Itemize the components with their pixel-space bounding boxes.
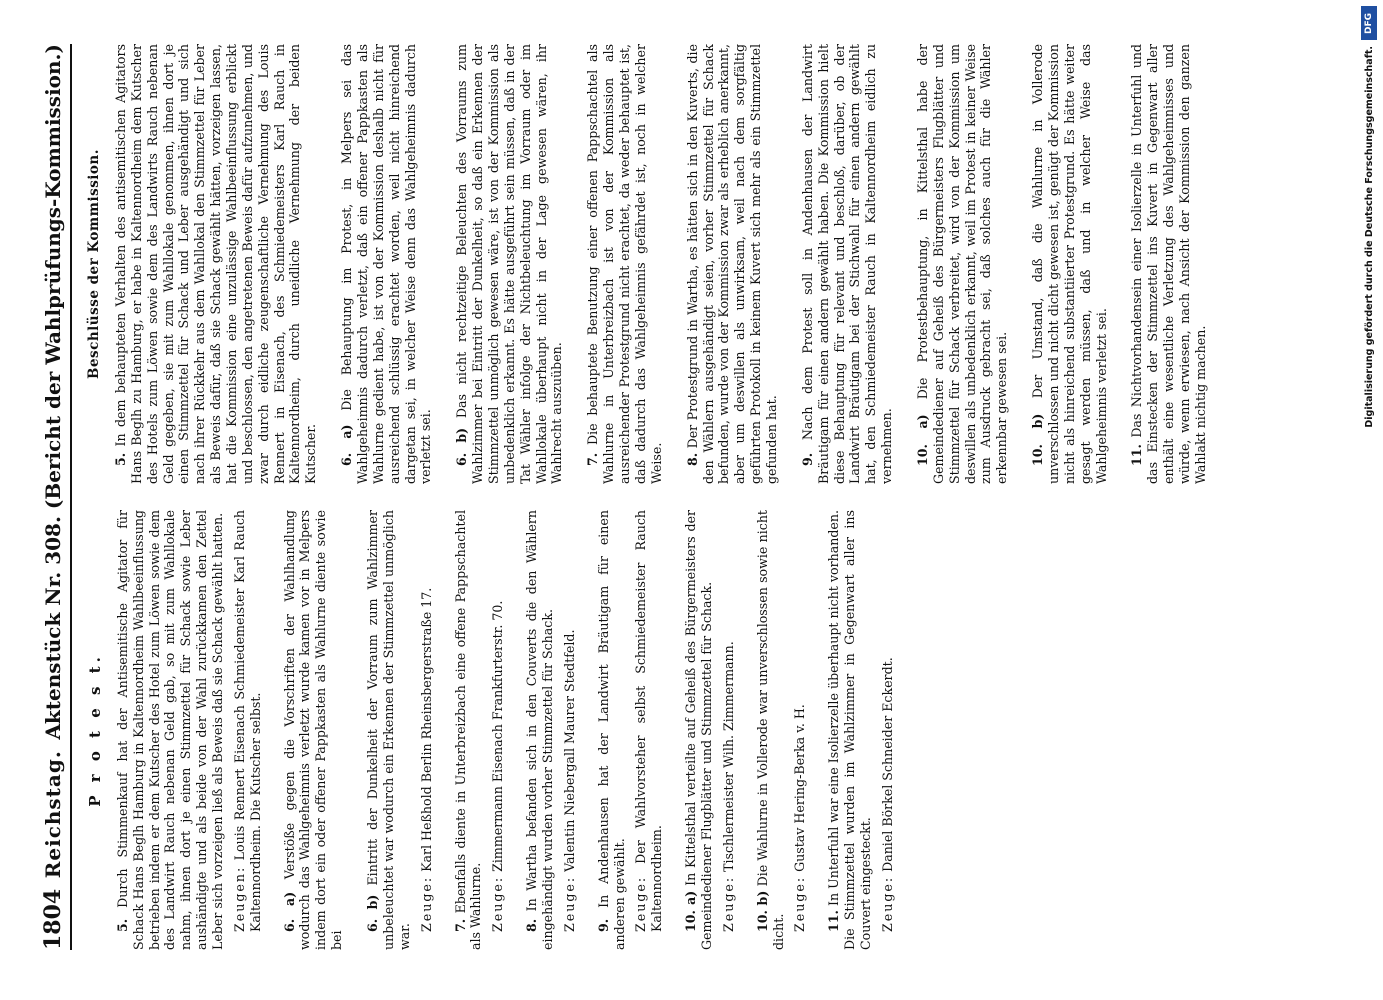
witness-label: Zeuge: xyxy=(792,875,808,932)
protest-item xyxy=(365,510,413,950)
decision-item xyxy=(915,44,1010,484)
witness-text: Der Wahlvorsteher selbst Schmiedemeister Rauch Kaltennordheim. xyxy=(633,510,665,932)
decision-item xyxy=(800,44,895,484)
paragraph-spacer xyxy=(351,510,365,950)
protest-item-number: 10. b) xyxy=(754,890,770,932)
protest-item-number: 5. xyxy=(114,918,130,932)
witness-label: Zeuge: xyxy=(418,875,434,932)
decision-item xyxy=(339,44,434,484)
two-column-body xyxy=(80,44,1240,950)
dfg-logo: DFG xyxy=(1361,6,1377,40)
paragraph-spacer xyxy=(669,510,683,950)
witness-label: Zeuge: xyxy=(879,875,895,932)
decision-item-text: Das Nichtvorhandensein einer Isolierzelle in Unterfuhl und das Einstecken der Stimmzettel ins Kuvert in Gegenwart aller enthält eine wesentliche Verletzung des Wahlgeheimnisses und würde, wenn erwiesen, nach Ansicht der Kommission den ganzen Wahlakt nichtig machen. xyxy=(1129,44,1208,484)
protest-item-text: Eintritt der Dunkelheit der Vorraum zum Wahlzimmer unbeleuchtet war wodurch ein Erkennen der Stimmzettel unmöglich war. xyxy=(365,510,412,950)
decision-item xyxy=(585,44,664,484)
paragraph-spacer xyxy=(741,510,755,950)
protest-item xyxy=(115,510,226,950)
protest-item-number: 8. xyxy=(524,918,540,932)
protest-item-text: In Unterfuhl war eine Isolierzelle überhaupt nicht vorhanden. Die Stimmzettel wurden im Wahlzimmer in Gegenwart aller ins Couvert eingesteckt. xyxy=(826,510,873,950)
decisions-heading: Beschlüsse der Kommission. xyxy=(86,149,102,379)
decision-item-number: 8. xyxy=(684,452,700,466)
paragraph-spacer xyxy=(325,44,339,484)
protest-item-text: Die Wahlurne in Vollerode war unverschlossen sowie nicht dicht. xyxy=(754,510,786,950)
decision-item xyxy=(1129,44,1208,484)
decision-item xyxy=(1030,44,1109,484)
protest-item xyxy=(282,510,345,950)
paragraph-spacer xyxy=(510,510,524,950)
protest-item-text: Ebenfalls diente in Unterbreizbach eine offene Pappschachtel als Wahlurne. xyxy=(452,510,484,950)
protest-item xyxy=(683,510,715,950)
protest-witness xyxy=(490,510,506,932)
page-number: 1804 xyxy=(40,888,66,950)
protest-item-text: In Kittelsthal verteilte auf Geheiß des Bürgermeisters der Gemeindediener Flugblätter und Stimmzettel für Schack. xyxy=(683,510,714,950)
decision-item-number: 9. xyxy=(799,452,815,466)
decision-item-text: Das nicht rechtzeitige Beleuchten des Vorraums zum Wahlzimmer bei Eintritt der Dunkelheit, so daß ein Erkennen der Stimmzettel unmöglich gewesen wäre, ist von der Kommission als unbedenklich erkannt. Es hätte ausgeführt sein müssen, daß in der Tat Wähler infolge der Nichtbeleuchtung im Vorraum oder im Wahllokale überhaupt nicht in der Lage gewesen wären, ihr Wahlrecht auszuüben. xyxy=(454,44,565,484)
paragraph-spacer xyxy=(900,510,914,950)
protest-item-number: 9. xyxy=(595,918,611,932)
protest-item-number: 6. a) xyxy=(281,891,297,932)
protest-item xyxy=(524,510,556,950)
decision-item-text: Die behauptete Benutzung einer offenen Pappschachtel als Wahlurne in Unterbreizbach ist von der Kommission als ausreichender Protestgrund nicht erachtet, da weder behauptet ist, daß dadurch das Wahlgeheimnis gefährdet ist, noch in welcher Weise. xyxy=(585,44,664,484)
protest-item xyxy=(755,510,787,950)
protest-witness xyxy=(633,510,665,932)
protest-witness xyxy=(232,510,264,932)
protest-item-number: 11. xyxy=(826,910,842,932)
paragraph-spacer xyxy=(901,44,915,484)
decisions-column xyxy=(80,44,1240,484)
paragraph-spacer xyxy=(582,510,596,950)
decision-item-text: Der Protestgrund in Wartha, es hätten sich in den Kuverts, die den Wählern ausgehändigt seien, vorher Stimmzettel für Schack befunden, wurde von der Kommission zwar als erheblich anerkannt, aber um deswillen als unwirksam, weil nach dem sorgfältig geführten Protokoll in keinem Kuvert sich mehr als ein Stimmzettel gefunden hat. xyxy=(684,44,779,484)
decision-item-number: 6. a) xyxy=(339,424,355,466)
decision-item-number: 5. xyxy=(113,452,128,466)
protest-item xyxy=(453,510,485,950)
witness-text: Valentin Niebergall Maurer Stedtfeld. xyxy=(561,629,577,872)
protest-item xyxy=(826,510,874,950)
witness-label: Zeuge: xyxy=(633,875,649,932)
paragraph-spacer xyxy=(1115,44,1129,484)
witness-text: Daniel Börkel Schneider Eckerdt. xyxy=(879,657,895,872)
protest-witness xyxy=(721,510,737,932)
decision-item xyxy=(113,44,319,484)
witness-label: Zeugen: xyxy=(231,865,247,932)
paragraph-spacer xyxy=(440,44,454,484)
paragraph-spacer xyxy=(439,510,453,950)
protest-item xyxy=(596,510,628,950)
page-header xyxy=(40,44,72,950)
witness-label: Zeuge: xyxy=(490,875,506,932)
paragraph-spacer xyxy=(1016,44,1030,484)
paragraph-spacer xyxy=(786,44,800,484)
witness-text: Karl Heßhold Berlin Rheinsbergerstraße 17. xyxy=(418,587,434,872)
protest-witness xyxy=(792,510,808,932)
decision-item-text: Die Behauptung im Protest, in Melpers sei das Wahlgeheimnis dadurch verletzt, daß ein offener Pappkasten als Wahlurne gedient habe, ist von der Kommission deshalb nicht für ausreichend schlüssig erachtet worden, weil nicht hinreichend dargetan sei, in welcher Weise denn das Wahlgeheimnis dadurch verletzt sei. xyxy=(339,44,434,484)
witness-text: Gustav Hering-Berka v. H. xyxy=(792,704,808,872)
protest-item-text: In Andenhausen hat der Landwirt Bräutigam für einen anderen gewählt. xyxy=(595,510,627,950)
masthead: Reichstag. xyxy=(41,750,65,879)
protest-column xyxy=(80,510,1240,950)
witness-label: Zeuge: xyxy=(720,875,736,932)
dfg-credit-line: Digitalisierung gefördert durch die Deutsche Forschungsgemeinschaft. xyxy=(1364,46,1375,428)
decision-item-number: 11. xyxy=(1129,444,1145,466)
protest-witness xyxy=(880,510,896,932)
paragraph-spacer xyxy=(671,44,685,484)
paragraph-spacer xyxy=(268,510,282,950)
decision-item-text: Die Protestbehauptung, in Kittelsthal habe der Gemeindediener auf Geheiß des Bürgermeisters Flugblätter und Stimmzettel für Schack verbreitet, wird von der Kommission um deswillen als unbedenklich erkannt, weil im Protest in keiner Weise zum Ausdruck gebracht sei, daß solches auch für die Wähler erkennbar gewesen sei. xyxy=(914,44,1010,484)
paragraph-spacer xyxy=(1215,44,1229,484)
witness-text: Tischlermeister Wilh. Zimmermann. xyxy=(720,641,736,872)
protest-witness xyxy=(419,510,435,932)
decision-item-text: Nach dem Protest soll in Andenhausen der Landwirt Bräutigam für einen andern gewählt haben. Die Kommission hielt diese Behauptung für relevant und beschloß, darüber, ob der Landwirt Bräutigam bei der Stichwahl für einen andern gewählt hat, den Schmiedemeister Rauch in Kaltennordheim eidlich zu vernehmen. xyxy=(799,44,895,484)
decision-item-number: 6. b) xyxy=(454,427,470,466)
decision-item-number: 10. b) xyxy=(1030,413,1046,466)
decision-item-number: 10. a) xyxy=(914,414,930,466)
protest-item-number: 10. a) xyxy=(683,890,699,932)
act-title: Aktenstück Nr. 308. (Bericht der Wahlprüfungs-Kommission.) xyxy=(41,44,65,740)
protest-item-text: Verstöße gegen die Vorschriften der Wahlhandlung wodurch das Wahlgeheimnis verletzt wurde kamen vor in Melpers indem dort ein oder offener Pappkasten als Wahlurne diente sowie bei xyxy=(281,510,345,950)
protest-item-text: Durch Stimmenkauf hat der Antisemitische Agitator für Schack Hans Beglh Hamburg in Kaltennordheim Wahlbeeinflussung betrieben indem er dem Kutscher des Hotel zum Löwen sowie dem des Landwirt Rauch nebenan Geld gab, so mit zum Wahllokale nahm, ihnen dort je einen Stimmzettel für Schack sowie Leber aushändigte und als beide von der Wahl zurückkamen den Zettel Leber sich vorzeigen ließ als Beweis daß sie Schack gewählt hatten. xyxy=(114,510,226,950)
witness-label: Zeuge: xyxy=(561,875,577,932)
protest-item-text: In Wartha befanden sich in den Couverts die den Wählern eingehändigt wurden vorher Stimmzettel für Schack. xyxy=(524,510,555,950)
decision-item-text: Der Umstand, daß die Wahlurne in Vollerode unverschlossen und nicht dicht gewesen ist, genügt der Kommission nicht als hinreichend substantiierter Protestgrund. Es hätte weiter gesagt werden müssen, daß und in welcher Weise das Wahlgeheimnis verletzt sei. xyxy=(1030,44,1109,484)
witness-text: Zimmermann Eisenach Frankfurterstr. 70. xyxy=(490,600,506,872)
protest-witness xyxy=(562,510,578,932)
paragraph-spacer xyxy=(571,44,585,484)
decision-item-text: In dem behaupteten Verhalten des antisemitischen Agitators Hans Beglh zu Hamburg, er habe in Kaltennordheim dem Kutscher des Hotels zum Löwen sowie dem des Landwirts Rauch nebenan Geld gegeben, sie mit zum Wahllokale genommen, ihnen dort je einen Stimmzettel für Schack und Leber ausgehändigt und sich nach ihrer Rückkehr aus dem Wahllokal den Stimmzettel für Leber als Beweis dafür, daß sie Schack gewählt hätten, vorzeigen lassen, hat die Kommission eine unzulässige Wahlbeeinflussung erblickt und beschlossen, den angetretenen Beweis dafür aufzunehmen, und zwar durch eidliche zeugenschaftliche Vernehmung des Louis Rennert in Eisenach, des Schmiedemeisters Karl Rauch in Kaltennordheim, durch uneidliche Vernehmung der beiden Kutscher. xyxy=(113,44,319,484)
decision-item-number: 7. xyxy=(585,452,601,466)
paragraph-spacer xyxy=(812,510,826,950)
protest-item-number: 6. b) xyxy=(365,894,381,932)
protest-item-number: 7. xyxy=(452,918,468,932)
decision-item xyxy=(685,44,780,484)
witness-text: Louis Rennert Eisenach Schmiedemeister Karl Rauch Kaltennordheim. Die Kutscher selbst. xyxy=(231,510,263,932)
decision-item xyxy=(454,44,565,484)
protest-heading: P r o t e s t. xyxy=(86,653,104,807)
